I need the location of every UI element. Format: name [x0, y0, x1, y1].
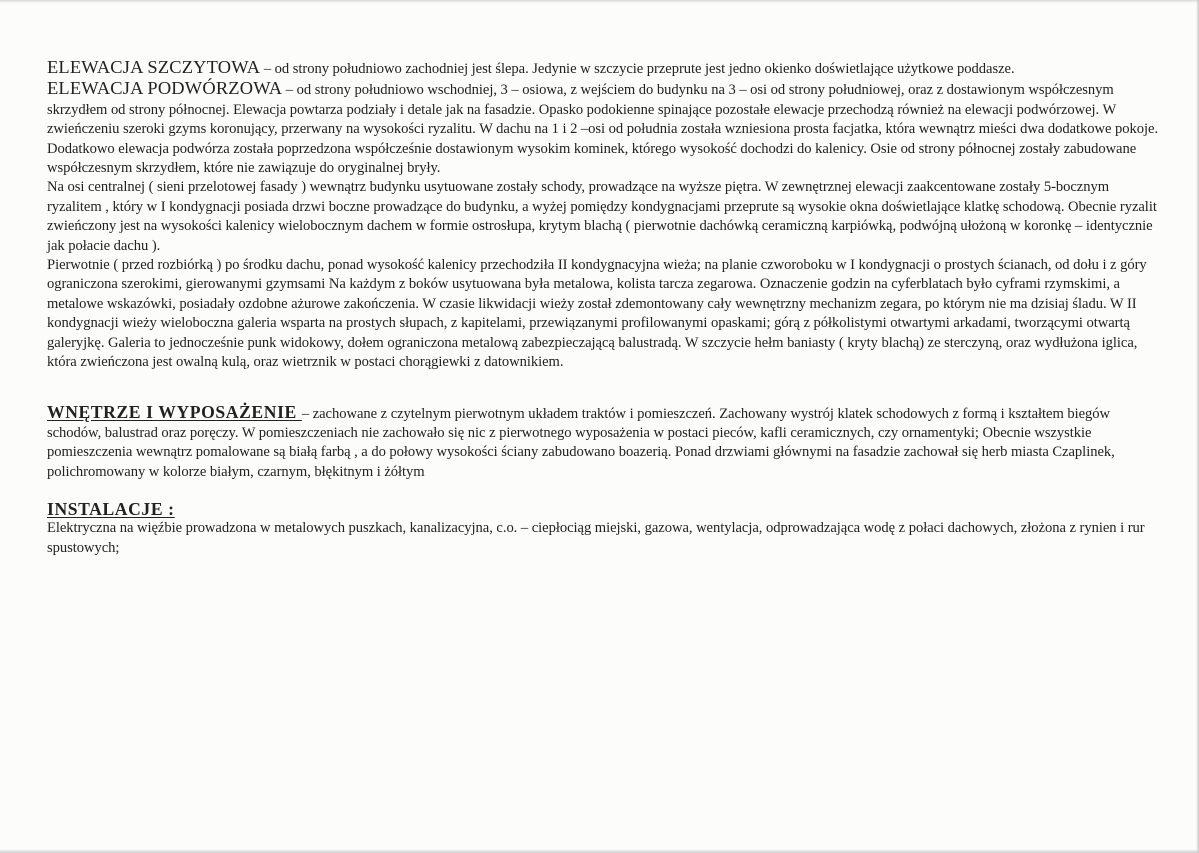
paragraph-instalacje: Elektryczna na więźbie prowadzona w metalowych puszkach, kanalizacyjna, c.o. – ciepłociąg miejski, gazowa, wentylacja, odprowadzająca wodę z połaci dachowych, złożona z rynien i rur spustowych;	[47, 520, 1145, 556]
section-spacer	[47, 482, 1165, 499]
paragraph-wnetrze	[47, 403, 1165, 483]
section-spacer	[47, 373, 1165, 403]
document-body	[47, 58, 1165, 558]
text-elewacja-szczytowa: – od strony południowo zachodniej jest ślepa. Jedynie w szczycie przeprute jest jedno okienko doświetlające użytkowe poddasze.	[260, 61, 1015, 77]
heading-wnetrze-i-wyposazenie: WNĘTRZE I WYPOSAŻENIE	[47, 401, 302, 422]
page-bottom-edge-shadow	[0, 849, 1199, 853]
paragraph-elewacja-podworzowa	[47, 79, 1165, 178]
heading-elewacja-szczytowa: ELEWACJA SZCZYTOWA	[47, 57, 261, 77]
heading-elewacja-podworzowa: ELEWACJA PODWÓRZOWA	[47, 78, 283, 99]
page-top-edge-shadow	[0, 0, 1199, 3]
text-wnetrze: – zachowane z czytelnym pierwotnym układem traktów i pomieszczeń. Zachowany wystrój klatek schodowych z formą i kształtem biegów schodów, balustrad oraz poręczy. W pomieszczeniach nie zachowało się nic z pierwotnego wyposażenia w postaci pieców, kafli ceramicznych, czy ornamentyki; Obecnie wszystkie pomieszczenia wewnątrz pomalowane są białą farbą , a do połowy wysokości ściany zabudowano boazerią. Ponad drzwiami głównymi na fasadzie zachował się herb miasta Czaplinek, polichromowany w kolorze białym, czarnym, błękitnym i żółtym	[47, 405, 1115, 480]
heading-instalacje: INSTALACJE :	[47, 499, 175, 520]
paragraph-wieza: Pierwotnie ( przed rozbiórką ) po środku dachu, ponad wysokość kalenicy przechodziła II kondygnacyjna wieża; na planie czworoboku w I kondygnacji o prostych ścianach, od dołu i z góry ograniczona szerokimi, gierowanymi gzymsami Na każdym z boków usytuowana była metalowa, kolista tarcza zegarowa. Oznaczenie godzin na cyferblatach było cyframi rzymskimi, a metalowe wskazówki, posiadały ozdobne ażurowe zakończenia. W czasie likwidacji wieży został zdemontowany cały wewnętrzny mechanizm zegara, po którym nie ma dzisiaj śladu. W II kondygnacji wieży wieloboczna galeria wsparta na prostych słupach, z kapitelami, przewiązanymi profilowanymi opaskami; górą z półkolistymi otwartymi arkadami, tworzącymi otwartą galeryjkę. Galeria to jednocześnie punk widokowy, dołem ograniczona metalową zabezpieczającą balustradą. W szczycie hełm baniasty ( kryty blachą) ze sterczyną, oraz wydłużona iglica, która zwieńczona jest owalną kulą, oraz wietrznik w postaci chorągiewki z datownikiem.	[47, 257, 1147, 371]
text-elewacja-podworzowa: – od strony południowo wschodniej, 3 – osiowa, z wejściem do budynku na 3 – osi od strony południowej, oraz z dostawionym współczesnym skrzydłem od strony północnej. Elewacja powtarza podziały i detale jak na fasadzie. Opasko podokienne spinające pozostałe elewacje przechodzą również na elewacji podwórzowej. W zwieńczeniu szeroki gzyms koronujący, przerwany na wysokości ryzalitu. W dachu na 1 i 2 –osi od południa została wzniesiona prosta facjatka, która wewnątrz mieści dwa dodatkowe pokoje. Dodatkowo elewacja podwórza została poprzedzona współcześnie dostawionym wysokim kominek, którego wysokość dochodzi do kalenicy. Osie od strony północnej zostały zabudowane współczesnym skrzydłem, które nie zawiązuje do oryginalnej bryły.	[47, 82, 1159, 177]
paragraph-os-centralna: Na osi centralnej ( sieni przelotowej fasady ) wewnątrz budynku usytuowane zostały schody, prowadzące na wyższe piętra. W zewnętrznej elewacji zaakcentowane zostały 5-bocznym ryzalitem , który w I kondygnacji posiada drzwi boczne prowadzące do budynku, a wyżej pomiędzy kondygnacjami przeprute są wysokie okna doświetlające klatkę schodową. Obecnie ryzalit zwieńczony jest na wysokości kalenicy wielobocznym dachem w formie ostrosłupa, krytym blachą ( pierwotnie dachówką ceramiczną karpiówką, podwójną ułożoną w koronkę – identycznie jak połacie dachu ).	[47, 179, 1157, 254]
paragraph-elewacja-szczytowa	[47, 58, 1165, 79]
